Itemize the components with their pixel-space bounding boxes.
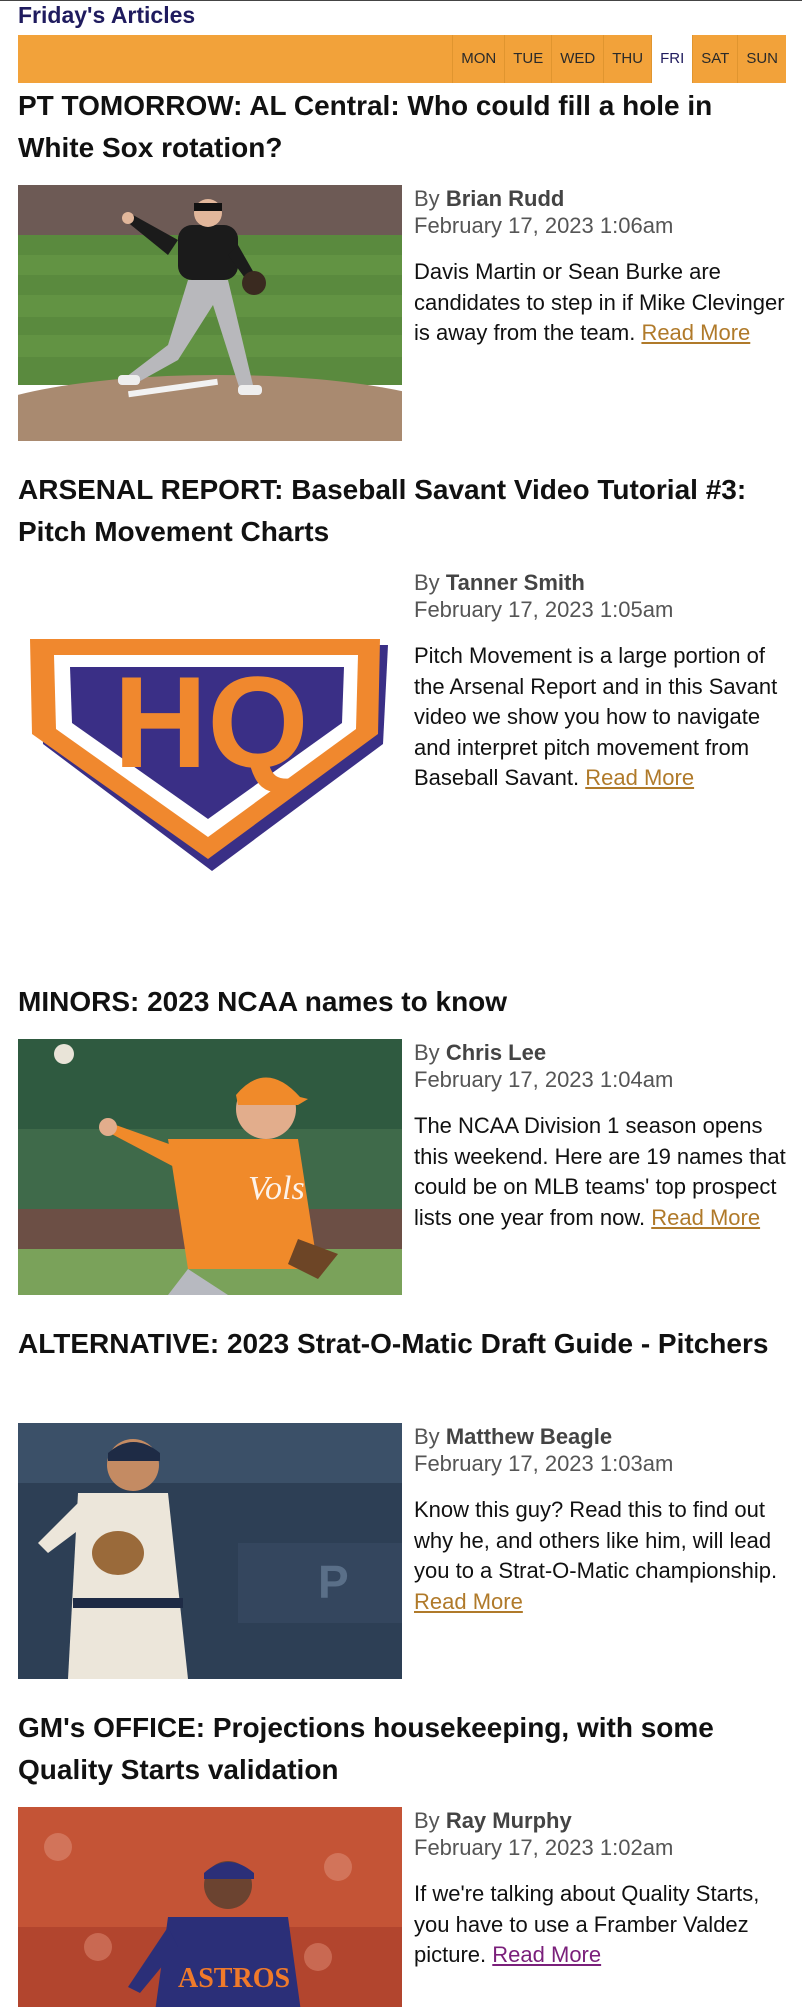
author-name[interactable]: Tanner Smith <box>445 570 585 595</box>
day-tab-sat[interactable]: SAT <box>692 35 737 83</box>
by-label: By <box>414 1808 440 1833</box>
section-title: Friday's Articles <box>18 2 196 28</box>
by-label: By <box>414 186 440 211</box>
hq-logo <box>18 569 402 879</box>
article-item <box>18 85 786 345</box>
read-more-link[interactable]: Read More <box>651 1204 761 1230</box>
summary-text: If we're talking about Quality Starts, you have to use a Framber Valdez picture. <box>414 1881 760 1967</box>
day-tab-sun[interactable]: SUN <box>737 35 786 83</box>
article-title[interactable]: ALTERNATIVE: 2023 Strat-O-Matic Draft Guide - Pitchers <box>18 1328 769 1359</box>
article-summary <box>414 641 786 794</box>
article-summary <box>414 257 786 349</box>
by-label: By <box>414 1424 440 1449</box>
article-item <box>18 469 786 795</box>
article-image[interactable] <box>18 185 402 441</box>
article-summary <box>414 1111 786 1233</box>
summary-text: Pitch Movement is a large portion of the Arsenal Report and in this Savant video we show you how to navigate and interpret pitch movement from Baseball Savant. <box>414 643 778 790</box>
article-date: February 17, 2023 1:02am <box>414 1835 674 1860</box>
day-tabs <box>452 35 786 83</box>
rays-pitcher-photo <box>18 1423 402 1679</box>
article-meta <box>414 1423 786 1477</box>
astros-pitcher-photo <box>18 1807 402 2007</box>
read-more-link[interactable]: Read More <box>414 1588 523 1614</box>
article-image[interactable] <box>18 1039 402 1295</box>
read-more-link[interactable]: Read More <box>492 1942 602 1967</box>
article-image[interactable] <box>18 1807 402 2007</box>
article-image[interactable] <box>18 569 402 879</box>
svg-text:ASTROS: ASTROS <box>178 1963 291 1994</box>
svg-text:Vols: Vols <box>248 1170 305 1207</box>
article-item <box>18 1323 786 1614</box>
byline <box>414 1807 786 1834</box>
article-title[interactable]: GM's OFFICE: Projections housekeeping, with some Quality Starts validation <box>18 1712 714 1785</box>
svg-text:P: P <box>318 1556 349 1608</box>
article-summary <box>414 1495 786 1617</box>
byline <box>414 1039 786 1066</box>
summary-text: Know this guy? Read this to find out why he, and others like him, will lead you to a Strat-O-Matic championship. <box>414 1497 778 1583</box>
day-tab-fri[interactable]: FRI <box>651 35 692 83</box>
byline <box>414 1423 786 1450</box>
article-date: February 17, 2023 1:06am <box>414 213 674 238</box>
page <box>0 1 802 2007</box>
article-date: February 17, 2023 1:03am <box>414 1451 674 1476</box>
author-name[interactable]: Brian Rudd <box>445 186 565 211</box>
article-date: February 17, 2023 1:04am <box>414 1067 674 1092</box>
article-meta <box>414 185 786 239</box>
day-tab-thu[interactable]: THU <box>603 35 651 83</box>
article-title[interactable]: MINORS: 2023 NCAA names to know <box>18 986 508 1017</box>
day-tab-mon[interactable]: MON <box>452 35 504 83</box>
white-sox-pitcher-photo <box>18 185 402 441</box>
article-meta <box>414 569 786 623</box>
article-image[interactable] <box>18 1423 402 1679</box>
by-label: By <box>414 570 440 595</box>
by-label: By <box>414 1040 440 1065</box>
read-more-link[interactable]: Read More <box>641 320 751 345</box>
tennessee-pitcher-photo <box>18 1039 402 1295</box>
article-title[interactable]: ARSENAL REPORT: Baseball Savant Video Tutorial #3: Pitch Movement Charts <box>18 474 747 547</box>
day-nav-bar <box>18 35 786 83</box>
article-title[interactable]: PT TOMORROW: AL Central: Who could fill a hole in White Sox rotation? <box>18 90 713 163</box>
author-name[interactable]: Chris Lee <box>445 1040 547 1065</box>
article-item <box>18 981 786 1230</box>
read-more-link[interactable]: Read More <box>585 765 695 790</box>
article-summary <box>414 1879 786 1971</box>
article-meta <box>414 1807 786 1861</box>
summary-text: Davis Martin or Sean Burke are candidates to step in if Mike Clevinger is away from the team. <box>414 259 785 345</box>
article-item <box>18 1707 786 1994</box>
author-name[interactable]: Matthew Beagle <box>445 1424 613 1449</box>
byline <box>414 569 786 596</box>
author-name[interactable]: Ray Murphy <box>445 1808 572 1833</box>
byline <box>414 185 786 212</box>
article-date: February 17, 2023 1:05am <box>414 597 674 622</box>
summary-text: The NCAA Division 1 season opens this weekend. Here are 19 names that could be on MLB teams' top prospect lists one year from now. <box>414 1113 786 1230</box>
article-meta <box>414 1039 786 1093</box>
hq-logo-text: HQ <box>113 649 309 795</box>
day-tab-tue[interactable]: TUE <box>504 35 551 83</box>
day-tab-wed[interactable]: WED <box>551 35 603 83</box>
